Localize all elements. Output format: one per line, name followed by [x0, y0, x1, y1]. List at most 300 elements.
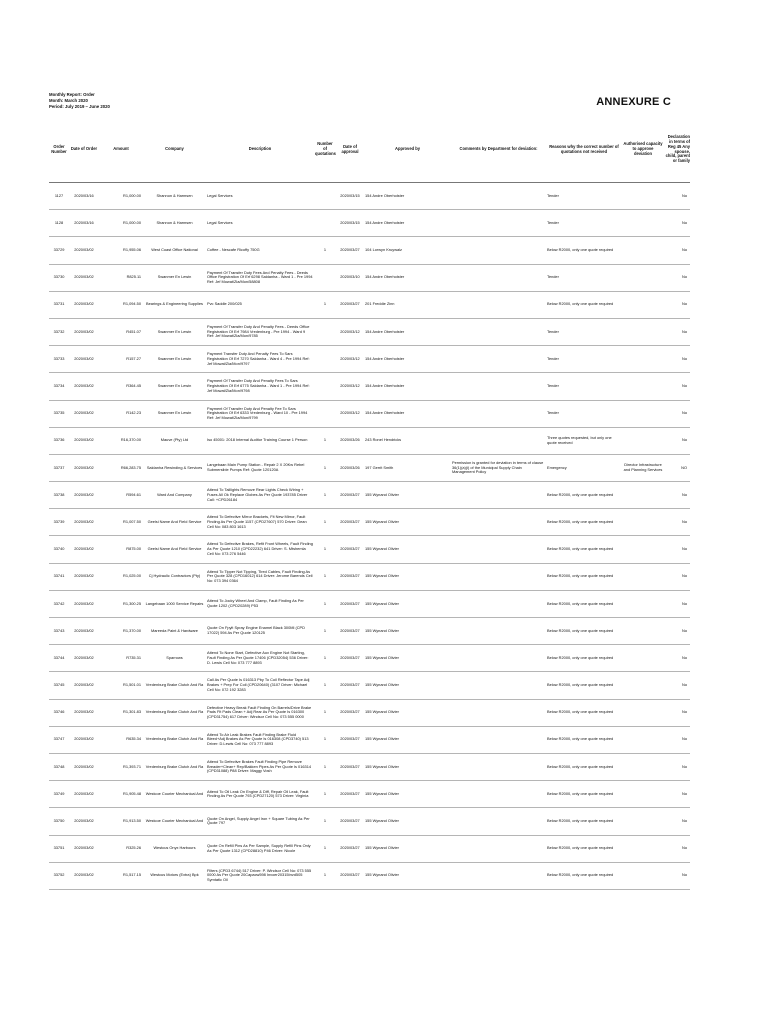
cell-description: Quote On Angel, Supply Angel Iron + Square Tubing As Per Quote 797: [206, 808, 314, 835]
cell-company: Westcus Onyx Harbours: [143, 835, 206, 862]
cell-date-of-approval: 2020/03/27: [336, 726, 364, 753]
table-row: [49, 318, 690, 345]
cell-num-quotations: 1: [314, 509, 336, 536]
cell-description: Attend To Oil Leak On Engine & Diff, Repair Oil Leak, Fault Finding As Per Quote 793 (CPD27120) 573 Driver: Virginia: [206, 781, 314, 808]
cell-order-number: 33731: [49, 291, 69, 318]
cell-approved-by: 243 Ronel Hendricks: [364, 427, 451, 454]
cell-date-of-order: 2020/03/02: [69, 563, 99, 590]
cell-amount: R594.61: [99, 482, 143, 509]
cell-declaration: No: [664, 618, 690, 645]
cell-amount: R1,955.06: [99, 237, 143, 264]
cell-reason: Tender: [546, 264, 622, 291]
cell-approved-by: 155 Wynand Olivier: [364, 862, 451, 889]
cell-order-number: 33730: [49, 264, 69, 291]
cell-comments: [451, 672, 546, 699]
cell-description: Quote On Fpylt Spray Engine Enamel Black 300Ml (CPD 17022) 594 As Per Quote 120125: [206, 618, 314, 645]
cell-num-quotations: 1: [314, 427, 336, 454]
cell-company: Westcus Motors (Extra) Bpk: [143, 862, 206, 889]
cell-declaration: No: [664, 835, 690, 862]
cell-num-quotations: 1: [314, 808, 336, 835]
cell-comments: [451, 726, 546, 753]
cell-description: Attend To Taillights Remove Rear Lights Check Wiring + Fuses All Ok Replace Globes As Per Quote 193785 Driver Call: +CPD26184: [206, 482, 314, 509]
cell-date-of-approval: 2020/03/27: [336, 590, 364, 617]
table-row: [49, 400, 690, 427]
cell-order-number: 1127: [49, 183, 69, 210]
cell-comments: [451, 509, 546, 536]
cell-authorised-capacity: [622, 862, 664, 889]
cell-approved-by: 155 Wynand Olivier: [364, 645, 451, 672]
table-row: [49, 536, 690, 563]
cell-date-of-order: 2020/03/02: [69, 590, 99, 617]
cell-company: Westcoe Courier Mechanical And: [143, 781, 206, 808]
cell-order-number: 33729: [49, 237, 69, 264]
cell-num-quotations: 1: [314, 753, 336, 780]
cell-declaration: No: [664, 726, 690, 753]
report-header: [49, 92, 110, 110]
cell-date-of-approval: 2020/03/12: [336, 346, 364, 373]
cell-amount: R325.26: [99, 835, 143, 862]
cell-description: Legal Services: [206, 183, 314, 210]
cell-approved-by: 104 Lorwyn Kruywalz: [364, 237, 451, 264]
cell-num-quotations: [314, 373, 336, 400]
cell-amount: R825.11: [99, 264, 143, 291]
cell-reason: Below R2000, only one quote required: [546, 781, 622, 808]
col-date-of-order: Date of Order: [69, 117, 99, 183]
cell-num-quotations: 1: [314, 618, 336, 645]
cell-order-number: 33732: [49, 318, 69, 345]
cell-authorised-capacity: [622, 373, 664, 400]
cell-num-quotations: 1: [314, 726, 336, 753]
cell-order-number: 33741: [49, 563, 69, 590]
cell-num-quotations: 1: [314, 536, 336, 563]
cell-num-quotations: 1: [314, 835, 336, 862]
cell-comments: [451, 346, 546, 373]
col-authorised-capacity: Authorised capacity to approve deviation: [622, 117, 664, 183]
cell-order-number: 33740: [49, 536, 69, 563]
table-row: [49, 862, 690, 889]
cell-reason: Three quotes requested, but only one quote received: [546, 427, 622, 454]
cell-company: Swanmer En Lewin: [143, 373, 206, 400]
cell-order-number: 33744: [49, 645, 69, 672]
cell-reason: Below R2000, only one quote required: [546, 291, 622, 318]
cell-order-number: 33733: [49, 346, 69, 373]
cell-amount: R1,905.48: [99, 781, 143, 808]
col-num-quotations: Number of quotations: [314, 117, 336, 183]
cell-comments: [451, 427, 546, 454]
cell-comments: [451, 237, 546, 264]
cell-company: Shannon & Harmsen: [143, 183, 206, 210]
table-row: [49, 264, 690, 291]
cell-amount: R142.23: [99, 400, 143, 427]
cell-company: Cj Hydraulic Contractors (Pty): [143, 563, 206, 590]
cell-order-number: 33743: [49, 618, 69, 645]
cell-amount: R157.27: [99, 346, 143, 373]
cell-comments: [451, 318, 546, 345]
cell-date-of-order: 2020/03/02: [69, 454, 99, 481]
cell-company: Swanmer En Lewin: [143, 400, 206, 427]
cell-description: Attend To None Start, Defective Aux Engine Not Starting, Fault Finding As Per Quote 17406 (CPD32054) 536 Driver: D. Lewis Cell No: 073 777 8893: [206, 645, 314, 672]
cell-authorised-capacity: [622, 509, 664, 536]
cell-approved-by: 155 Wynand Olivier: [364, 835, 451, 862]
cell-comments: [451, 618, 546, 645]
cell-description: Pvc Saddle 200/025: [206, 291, 314, 318]
cell-amount: R451.07: [99, 318, 143, 345]
table-row: [49, 237, 690, 264]
cell-num-quotations: 1: [314, 590, 336, 617]
cell-comments: [451, 862, 546, 889]
cell-date-of-approval: 2020/03/27: [336, 862, 364, 889]
cell-comments: [451, 835, 546, 862]
col-order-number: Order Number: [49, 117, 69, 183]
cell-company: Swanmer En Lewin: [143, 318, 206, 345]
cell-approved-by: 155 Wynand Olivier: [364, 726, 451, 753]
cell-date-of-approval: 2020/03/15: [336, 183, 364, 210]
cell-num-quotations: 1: [314, 237, 336, 264]
cell-company: Geelsi Name And Field Service: [143, 536, 206, 563]
cell-company: Langebaan 1000 Service Repairs: [143, 590, 206, 617]
cell-num-quotations: 1: [314, 645, 336, 672]
cell-date-of-order: 2020/03/02: [69, 427, 99, 454]
cell-date-of-approval: 2020/03/27: [336, 672, 364, 699]
cell-approved-by: 154 Andre Oberholster: [364, 210, 451, 237]
cell-order-number: 33750: [49, 808, 69, 835]
cell-date-of-approval: 2020/03/27: [336, 509, 364, 536]
cell-reason: Tender: [546, 373, 622, 400]
cell-date-of-approval: 2020/03/27: [336, 835, 364, 862]
cell-authorised-capacity: [622, 264, 664, 291]
cell-authorised-capacity: [622, 753, 664, 780]
cell-date-of-approval: 2020/03/27: [336, 237, 364, 264]
cell-date-of-order: 2020/03/02: [69, 781, 99, 808]
cell-num-quotations: [314, 264, 336, 291]
table-row: [49, 373, 690, 400]
table-row: [49, 835, 690, 862]
cell-reason: Below R2000, only one quote required: [546, 808, 622, 835]
cell-comments: [451, 753, 546, 780]
cell-reason: Below R2000, only one quote required: [546, 672, 622, 699]
cell-declaration: No: [664, 373, 690, 400]
cell-order-number: 33736: [49, 427, 69, 454]
cell-date-of-order: 2020/03/02: [69, 753, 99, 780]
cell-declaration: No: [664, 237, 690, 264]
cell-comments: [451, 373, 546, 400]
cell-description: Quote On Refill Pins As Per Sample, Supply Refill Pins Only As Per Quote 1312 (CPD28810) P46 Driver: Nicole: [206, 835, 314, 862]
cell-company: Bearings & Engineering Supplies: [143, 291, 206, 318]
col-date-of-approval: Date of approval: [336, 117, 364, 183]
cell-approved-by: 201 Freddie Zinn: [364, 291, 451, 318]
cell-comments: [451, 808, 546, 835]
cell-authorised-capacity: [622, 482, 664, 509]
table-row: [49, 427, 690, 454]
cell-company: Saldanha Rewinding & Services: [143, 454, 206, 481]
cell-date-of-approval: 2020/03/26: [336, 427, 364, 454]
cell-date-of-approval: 2020/03/27: [336, 808, 364, 835]
cell-approved-by: 155 Wynand Olivier: [364, 536, 451, 563]
cell-approved-by: 155 Wynand Olivier: [364, 618, 451, 645]
cell-description: Call As Per Quote Is 016313 Pby To Coil Reflector Tape Adj Brakes + Prep For Coil (CPD20640) (3107 Driver: Michael Cell No: 072 192 3283: [206, 672, 314, 699]
cell-authorised-capacity: [622, 291, 664, 318]
cell-date-of-order: 2020/03/02: [69, 373, 99, 400]
cell-company: Mauve (Pty) Ltd: [143, 427, 206, 454]
cell-comments: Permission is granted for deviation in terms of clause 36(1)(a)(i) of the Municipal Supply Chain Management Policy: [451, 454, 546, 481]
cell-company: Vredenburg Brake Clutch And Ra: [143, 672, 206, 699]
cell-authorised-capacity: [622, 672, 664, 699]
cell-declaration: No: [664, 536, 690, 563]
cell-amount: R875.00: [99, 536, 143, 563]
cell-amount: R66,283.75: [99, 454, 143, 481]
cell-approved-by: 155 Wynand Olivier: [364, 590, 451, 617]
cell-approved-by: 154 Andre Oberholster: [364, 346, 451, 373]
cell-authorised-capacity: [622, 536, 664, 563]
cell-description: Attend To Jocky Wheel And Clamp, Fault Finding As Per Quote 1202 (CPD20289) P53: [206, 590, 314, 617]
cell-date-of-approval: 2020/03/27: [336, 291, 364, 318]
table-row: [49, 454, 690, 481]
cell-amount: R1,000.00: [99, 210, 143, 237]
cell-approved-by: 154 Andre Oberholster: [364, 318, 451, 345]
cell-amount: R1,370.00: [99, 618, 143, 645]
cell-authorised-capacity: [622, 645, 664, 672]
cell-date-of-approval: 2020/03/27: [336, 753, 364, 780]
cell-reason: Below R2000, only one quote required: [546, 618, 622, 645]
table-row: [49, 291, 690, 318]
cell-amount: R1,300.25: [99, 590, 143, 617]
col-description: Description: [206, 117, 314, 183]
cell-date-of-approval: 2020/03/27: [336, 482, 364, 509]
cell-approved-by: 154 Andre Oberholster: [364, 264, 451, 291]
table-row: [49, 183, 690, 210]
cell-declaration: No: [664, 264, 690, 291]
table-row: [49, 672, 690, 699]
cell-date-of-order: 2020/03/02: [69, 726, 99, 753]
table-row: [49, 645, 690, 672]
cell-authorised-capacity: [622, 318, 664, 345]
cell-order-number: 33737: [49, 454, 69, 481]
table-row: [49, 781, 690, 808]
cell-reason: Below R2000, only one quote required: [546, 590, 622, 617]
cell-declaration: No: [664, 427, 690, 454]
cell-amount: R1,094.50: [99, 291, 143, 318]
cell-date-of-approval: 2020/03/27: [336, 699, 364, 726]
cell-description: Coffee - Nescafe Ricoffy 750G: [206, 237, 314, 264]
cell-approved-by: 154 Andre Oberholster: [364, 373, 451, 400]
cell-num-quotations: [314, 183, 336, 210]
cell-approved-by: 155 Wynand Olivier: [364, 672, 451, 699]
orders-table: [49, 117, 690, 890]
cell-description: Payment Transfer Duty And Penalty Fees To Sars Registration Of Erf 7270 Saldanha - Ward 4 - Pre 1994 Ref: Jef Mowat/Zia/Mon/9797: [206, 346, 314, 373]
cell-company: Swanmer En Lewin: [143, 346, 206, 373]
cell-amount: R1,517.15: [99, 862, 143, 889]
cell-date-of-order: 2020/03/16: [69, 210, 99, 237]
cell-comments: [451, 291, 546, 318]
cell-reason: Tender: [546, 400, 622, 427]
cell-order-number: 33742: [49, 590, 69, 617]
cell-comments: [451, 183, 546, 210]
cell-authorised-capacity: [622, 400, 664, 427]
cell-approved-by: 155 Wynand Olivier: [364, 509, 451, 536]
cell-declaration: No: [664, 400, 690, 427]
cell-reason: Tender: [546, 318, 622, 345]
annexure-title: ANNEXURE C: [596, 96, 671, 108]
table-row: [49, 808, 690, 835]
cell-declaration: NO: [664, 454, 690, 481]
cell-comments: [451, 781, 546, 808]
table-row: [49, 618, 690, 645]
cell-date-of-approval: 2020/03/26: [336, 454, 364, 481]
cell-authorised-capacity: [622, 346, 664, 373]
cell-reason: Below R2000, only one quote required: [546, 509, 622, 536]
cell-description: Payment Of Transfer Duty And Penalty Fee To Sars Registration Of Erf 6333 Vredenburg - Ward 10 - Pre 1994 Ref: Jef Mowat/Zia/Mon/9799: [206, 400, 314, 427]
cell-date-of-order: 2020/03/16: [69, 183, 99, 210]
cell-declaration: No: [664, 672, 690, 699]
cell-declaration: No: [664, 781, 690, 808]
cell-authorised-capacity: [622, 563, 664, 590]
cell-date-of-approval: 2020/03/12: [336, 373, 364, 400]
cell-company: Swanmer En Lewin: [143, 264, 206, 291]
cell-authorised-capacity: [622, 237, 664, 264]
cell-approved-by: 197 Gerrit Smith: [364, 454, 451, 481]
cell-reason: Below R2000, only one quote required: [546, 862, 622, 889]
cell-date-of-order: 2020/03/02: [69, 291, 99, 318]
cell-reason: Tender: [546, 210, 622, 237]
cell-comments: [451, 699, 546, 726]
table-row: [49, 699, 690, 726]
cell-description: Filters (CPD3 6744) 517 Driver: P. Windsor Cell No: 073 555 0000 As Per Quote 20Capacw598 Invoer20315Invd505 Symtatic Oil: [206, 862, 314, 889]
cell-reason: Tender: [546, 183, 622, 210]
cell-num-quotations: 1: [314, 699, 336, 726]
cell-num-quotations: 1: [314, 454, 336, 481]
table-body: [49, 183, 690, 890]
cell-declaration: No: [664, 590, 690, 617]
cell-company: Vredenburg Brake Clutch And Ra: [143, 699, 206, 726]
cell-declaration: No: [664, 862, 690, 889]
cell-reason: Below R2000, only one quote required: [546, 237, 622, 264]
cell-amount: R1,301.83: [99, 699, 143, 726]
col-company: Company: [143, 117, 206, 183]
cell-approved-by: 155 Wynand Olivier: [364, 808, 451, 835]
cell-amount: R1,393.71: [99, 753, 143, 780]
cell-num-quotations: [314, 318, 336, 345]
cell-order-number: 33734: [49, 373, 69, 400]
cell-declaration: No: [664, 808, 690, 835]
cell-authorised-capacity: [622, 183, 664, 210]
cell-authorised-capacity: [622, 590, 664, 617]
cell-order-number: 33735: [49, 400, 69, 427]
cell-description: Payment Of Transfer Duty Fees And Penalty Fees - Deeds Office Registration Of Erf 6298 Saldanha - Ward 1 - Pre 1994 Ref: Jef Mowat/Zia/Mon/58808: [206, 264, 314, 291]
cell-declaration: No: [664, 645, 690, 672]
col-reasons: Reasons why the correct number of quotations not received: [546, 117, 622, 183]
col-comments: Comments by Department for deviation:: [451, 117, 546, 183]
cell-approved-by: 155 Wynand Olivier: [364, 781, 451, 808]
cell-declaration: No: [664, 210, 690, 237]
cell-order-number: 33739: [49, 509, 69, 536]
cell-authorised-capacity: [622, 618, 664, 645]
cell-reason: Below R2000, only one quote required: [546, 563, 622, 590]
cell-date-of-order: 2020/03/02: [69, 835, 99, 862]
cell-date-of-approval: 2020/03/27: [336, 618, 364, 645]
cell-date-of-approval: 2020/03/12: [336, 318, 364, 345]
cell-description: Attend To Defective Mirror Brackets, Fit New Mirror, Fault Finding As Per Quote 1157 (CPD27607) 570 Driver: Dean Cell No: 083 803 1613: [206, 509, 314, 536]
cell-approved-by: 155 Wynand Olivier: [364, 699, 451, 726]
cell-order-number: 33745: [49, 672, 69, 699]
cell-amount: R1,501.01: [99, 672, 143, 699]
cell-date-of-approval: 2020/03/27: [336, 645, 364, 672]
cell-declaration: No: [664, 318, 690, 345]
cell-date-of-order: 2020/03/02: [69, 346, 99, 373]
table-row: [49, 726, 690, 753]
cell-description: Attend To Defective Brakes Fault Finding Pipe Remove Breader+Clean+ Rep/Bakken Pipes As Per Quote Is 016314 (CPD31088) P88 Driver: Maggy Vosh: [206, 753, 314, 780]
cell-description: Defective Heavy Break Fault Finding On Barrels/Drive Brake Pads Fit Pads Clean + Adj Rear As Per Quote Is 016300 (CPD31754) 617 Driver: Windsor Cell No: 073 555 0000: [206, 699, 314, 726]
cell-order-number: 33748: [49, 753, 69, 780]
cell-date-of-order: 2020/03/02: [69, 672, 99, 699]
report-period: Period: July 2019 – June 2020: [49, 104, 110, 109]
cell-date-of-approval: 2020/03/27: [336, 536, 364, 563]
cell-declaration: No: [664, 699, 690, 726]
cell-num-quotations: 1: [314, 482, 336, 509]
cell-date-of-order: 2020/03/02: [69, 400, 99, 427]
cell-comments: [451, 210, 546, 237]
cell-date-of-approval: 2020/03/12: [336, 400, 364, 427]
cell-amount: R16,370.00: [99, 427, 143, 454]
cell-date-of-approval: 2020/03/27: [336, 781, 364, 808]
cell-amount: R735.31: [99, 645, 143, 672]
cell-authorised-capacity: [622, 699, 664, 726]
cell-reason: Below R2000, only one quote required: [546, 536, 622, 563]
cell-num-quotations: 1: [314, 291, 336, 318]
cell-declaration: No: [664, 509, 690, 536]
cell-date-of-order: 2020/03/02: [69, 509, 99, 536]
cell-order-number: 33751: [49, 835, 69, 862]
cell-order-number: 33749: [49, 781, 69, 808]
cell-approved-by: 154 Andre Oberholster: [364, 183, 451, 210]
cell-comments: [451, 264, 546, 291]
cell-company: Ward And Company: [143, 482, 206, 509]
cell-company: Westcoe Courier Mechanical And: [143, 808, 206, 835]
cell-date-of-order: 2020/03/02: [69, 645, 99, 672]
cell-reason: Below R2000, only one quote required: [546, 835, 622, 862]
cell-description: Attend To Air Leak Brakes Fault Finding Brake Fluid Bleed+Adj Brakes As Per Quote Is 016308 (CPD3740) 513 Driver: D.Lewis Cell No: 073 777 8893: [206, 726, 314, 753]
cell-declaration: No: [664, 563, 690, 590]
cell-amount: R1,007.50: [99, 509, 143, 536]
cell-amount: R635.34: [99, 726, 143, 753]
cell-num-quotations: 1: [314, 672, 336, 699]
cell-amount: R1,913.50: [99, 808, 143, 835]
cell-declaration: No: [664, 482, 690, 509]
cell-reason: Below R2000, only one quote required: [546, 753, 622, 780]
cell-comments: [451, 645, 546, 672]
cell-date-of-order: 2020/03/02: [69, 808, 99, 835]
cell-declaration: No: [664, 183, 690, 210]
cell-declaration: No: [664, 346, 690, 373]
table-row: [49, 590, 690, 617]
cell-declaration: No: [664, 753, 690, 780]
cell-company: Sparrows: [143, 645, 206, 672]
cell-company: Vredenburg Brake Clutch And Ra: [143, 726, 206, 753]
cell-reason: Below R2000, only one quote required: [546, 645, 622, 672]
cell-company: Mareeda Paint & Hardware: [143, 618, 206, 645]
cell-company: West Coast Office National: [143, 237, 206, 264]
cell-date-of-order: 2020/03/02: [69, 618, 99, 645]
table-row: [49, 482, 690, 509]
cell-authorised-capacity: [622, 726, 664, 753]
cell-reason: Tender: [546, 346, 622, 373]
cell-date-of-approval: 2020/03/15: [336, 210, 364, 237]
cell-num-quotations: 1: [314, 781, 336, 808]
cell-description: Iso 45001: 2018 Internal Auditor Training Course 1 Person: [206, 427, 314, 454]
cell-authorised-capacity: Director Infrastructure and Planning Services: [622, 454, 664, 481]
cell-comments: [451, 536, 546, 563]
cell-date-of-order: 2020/03/02: [69, 237, 99, 264]
cell-comments: [451, 400, 546, 427]
